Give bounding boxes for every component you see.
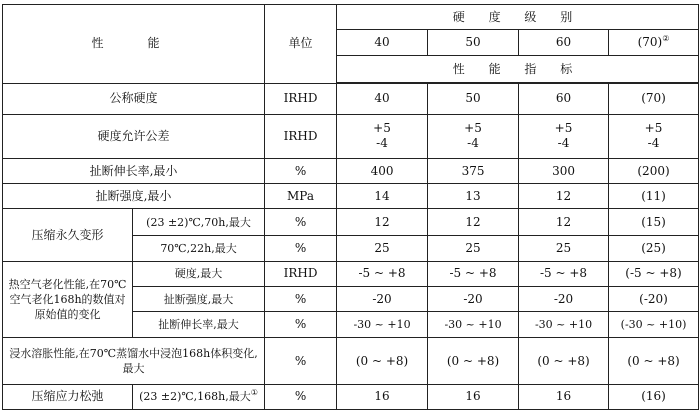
row-sub-label: [133, 384, 265, 409]
cell-value: -20: [519, 286, 609, 311]
cell-value: 300: [519, 159, 609, 184]
row-unit: IRHD: [265, 83, 337, 114]
cell-value: (0 ~ +8): [428, 338, 519, 384]
cell-tolerance: [519, 114, 609, 158]
tol-plus: +5: [644, 121, 663, 136]
row-unit: %: [265, 209, 337, 235]
row-group-label: 压缩永久变形: [3, 209, 133, 261]
cell-value: -5 ~ +8: [519, 261, 609, 286]
tol-minus: -4: [647, 136, 660, 151]
tol-plus: +5: [464, 121, 482, 136]
cell-value: -5 ~ +8: [428, 261, 519, 286]
grade-70-value: (70): [637, 35, 663, 50]
cell-value: -30 ~ +10: [428, 312, 519, 338]
cell-value: -20: [428, 286, 519, 311]
tol-minus: -4: [467, 136, 479, 151]
cell-value: 400: [337, 159, 428, 184]
cell-value: (-5 ~ +8): [609, 261, 699, 286]
row-sub-label: 扯断强度,最大: [133, 286, 265, 311]
row-unit: %: [265, 159, 337, 184]
table-row: [3, 184, 699, 209]
header-indicators: 性 能 指 标: [337, 56, 699, 83]
row-group-label: 热空气老化性能,在70℃空气老化168h的数值对原始值的变化: [3, 261, 133, 338]
header-row-1: [3, 5, 699, 30]
row-label: 扯断强度,最小: [3, 184, 265, 209]
grade-50: 50: [428, 30, 519, 56]
table-row: [3, 261, 699, 286]
row-group-label: 压缩应力松弛: [3, 384, 133, 409]
cell-value: 12: [337, 209, 428, 235]
cell-value: 25: [519, 235, 609, 261]
row-unit: %: [265, 286, 337, 311]
cell-tolerance: [609, 114, 699, 158]
cell-value: (0 ~ +8): [519, 338, 609, 384]
cell-value: -30 ~ +10: [337, 312, 428, 338]
row-unit: %: [265, 338, 337, 384]
cell-value: (16): [609, 384, 699, 409]
cell-value: -30 ~ +10: [519, 312, 609, 338]
row-sub-label-text: (23 ±2)℃,168h,最大: [139, 390, 251, 404]
footnote-mark: ①: [250, 388, 258, 398]
cell-value: 13: [428, 184, 519, 209]
row-unit: %: [265, 235, 337, 261]
table-row: [3, 209, 699, 235]
grade-70: [609, 30, 699, 56]
header-hardness-grade: 硬 度 级 别: [337, 5, 699, 30]
cell-value: 375: [428, 159, 519, 184]
row-sub-label: (23 ±2)℃,70h,最大: [133, 209, 265, 235]
table-row: [3, 159, 699, 184]
row-unit: %: [265, 312, 337, 338]
grade-40: 40: [337, 30, 428, 56]
row-unit: IRHD: [265, 114, 337, 158]
cell-value: 60: [519, 83, 609, 114]
tol-minus: -4: [557, 136, 570, 151]
table-row: [3, 338, 699, 384]
row-unit: %: [265, 384, 337, 409]
cell-value: 50: [428, 83, 519, 114]
header-unit: 单位: [265, 5, 337, 84]
row-sub-label: 硬度,最大: [133, 261, 265, 286]
cell-value: 12: [428, 209, 519, 235]
header-property: 性 能: [3, 5, 265, 84]
cell-value: (15): [609, 209, 699, 235]
cell-value: (-20): [609, 286, 699, 311]
cell-value: (70): [609, 83, 699, 114]
row-label: 浸水溶胀性能,在70℃蒸馏水中浸泡168h体积变化,最大: [3, 338, 265, 384]
grade-70-note: ②: [662, 34, 670, 44]
cell-value: (11): [609, 184, 699, 209]
cell-value: 16: [337, 384, 428, 409]
cell-value: (25): [609, 235, 699, 261]
cell-value: 25: [428, 235, 519, 261]
rubber-property-table: [2, 4, 699, 410]
cell-value: 14: [337, 184, 428, 209]
cell-tolerance: [337, 114, 428, 158]
cell-value: 16: [428, 384, 519, 409]
row-unit: IRHD: [265, 261, 337, 286]
cell-value: 16: [519, 384, 609, 409]
tol-minus: -4: [376, 136, 388, 151]
tol-plus: +5: [373, 121, 391, 136]
table-row: [3, 114, 699, 158]
tol-plus: +5: [554, 121, 573, 136]
row-unit: MPa: [265, 184, 337, 209]
table-row: [3, 83, 699, 114]
table-row: [3, 384, 699, 409]
grade-60: 60: [519, 30, 609, 56]
cell-tolerance: [428, 114, 519, 158]
row-label: 公称硬度: [3, 83, 265, 114]
cell-value: (200): [609, 159, 699, 184]
row-label: 扯断伸长率,最小: [3, 159, 265, 184]
cell-value: (0 ~ +8): [609, 338, 699, 384]
cell-value: (-30 ~ +10): [609, 312, 699, 338]
row-sub-label: 扯断伸长率,最大: [133, 312, 265, 338]
cell-value: (0 ~ +8): [337, 338, 428, 384]
cell-value: -20: [337, 286, 428, 311]
row-label: 硬度允许公差: [3, 114, 265, 158]
cell-value: 12: [519, 184, 609, 209]
cell-value: -5 ~ +8: [337, 261, 428, 286]
cell-value: 25: [337, 235, 428, 261]
row-sub-label: 70℃,22h,最大: [133, 235, 265, 261]
cell-value: 40: [337, 83, 428, 114]
cell-value: 12: [519, 209, 609, 235]
